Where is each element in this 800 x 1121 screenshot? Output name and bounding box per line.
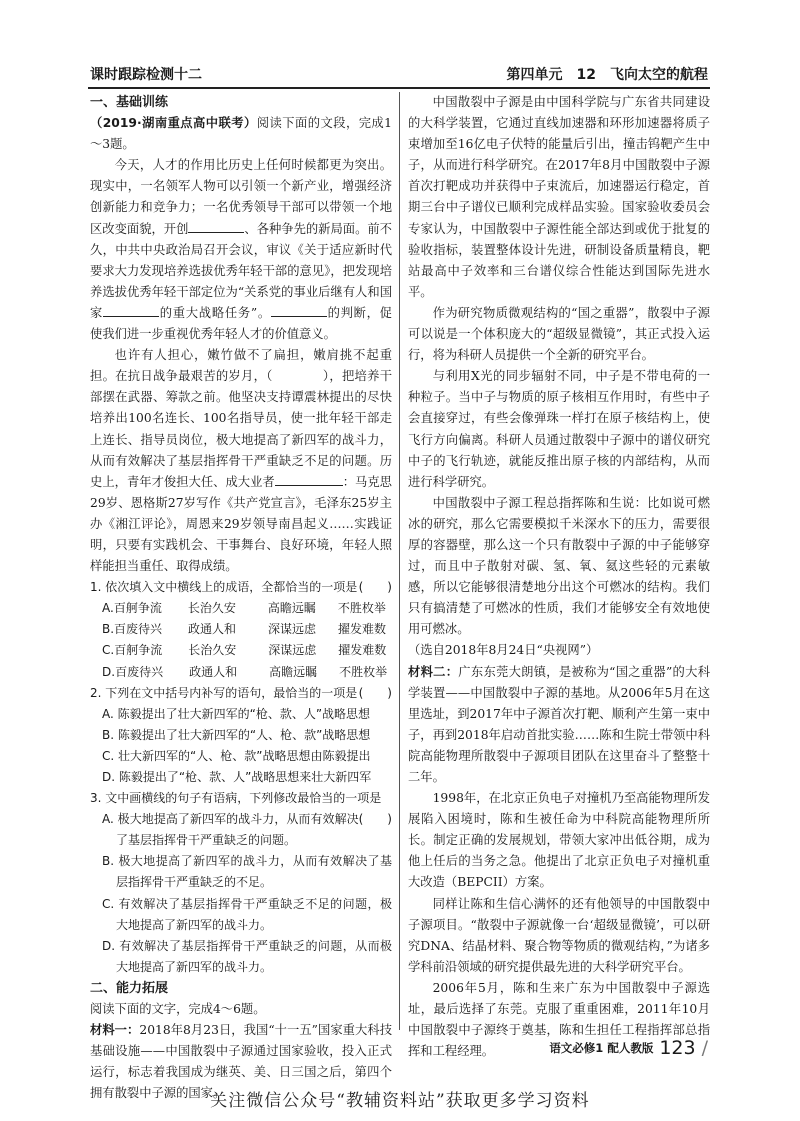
left-column <box>90 92 392 1105</box>
option-cell: 政通人和 <box>188 622 237 637</box>
option-cell: 百舸争流 <box>114 643 163 658</box>
option-cell: 百废待兴 <box>115 664 164 679</box>
option-d <box>90 662 392 683</box>
material2-text: 广东东莞大朗镇，是被称为“国之重器”的大科学装置——中国散裂中子源的基地。从2006年5月在这里选址，到2017年中子源首次打靶、顺利产生第一束中子，再到2018年启动首批实验……陈和生院士带领中科院高能物理所散裂中子源项目团队在这里奋斗了整整十二年。 <box>408 664 710 784</box>
answer-paren: ( ) <box>358 580 392 595</box>
page-number: 123 <box>659 1037 696 1059</box>
option-cell: 擢发难数 <box>338 643 387 658</box>
page-footer <box>549 1037 708 1059</box>
passage-text: 也许有人担心，嫩竹做不了扁担，嫩肩挑不起重担。在抗日战争最艰苦的岁月，（ ），把培养干部摆在武器、筹款之前。他坚决支持谭震林提出的尽快培养出100名连长、100名指导员，使一批年轻干部走上连长、指导员岗位，极大地提高了新四军的战斗力，从而有效解决了基层指挥骨干严重缺乏不足的问题。历史上，青年才俊担大任、成大业者 <box>90 348 392 489</box>
option-cell: 擢发难数 <box>338 622 387 637</box>
material1-paragraph: 作为研究物质微观结构的“国之重器”，散裂中子源可以说是一个体积庞大的“超级显微镜”，其正式投入运行，将为科研人员提供一个全新的研究平台。 <box>408 305 710 363</box>
source-citation: （选自2018年8月24日“央视网”） <box>408 643 599 658</box>
question-3 <box>90 788 392 978</box>
material2 <box>408 662 710 789</box>
passage-text: 的重大战略任务”。 <box>159 305 271 320</box>
intro-text: 阅读下面的文段，完成1～3题。 <box>90 116 393 152</box>
header-rule <box>88 87 710 89</box>
section2-title: 二、能力拓展 <box>90 980 169 996</box>
material2-paragraph: 1998年，在北京正负电子对撞机乃至高能物理所发展陷入困境时，陈和生被任命为中科院高能物理所所长。制定正确的发展规划，带领大家冲出低谷期，成为他上任后的当务之急。他提出了北京正负电子对撞机重大改造（BEPCII）方案。 <box>408 791 710 890</box>
option-cell: 高瞻远瞩 <box>267 601 316 616</box>
question-2 <box>90 683 392 788</box>
question-1 <box>90 577 392 682</box>
option-letter: C. <box>102 643 115 658</box>
material2-paragraph: 同样让陈和生信心满怀的还有他领导的中国散裂中子源项目。“散裂中子源就像一台‘超级显微镜’，可以研究DNA、结晶材料、聚合物等物质的微观结构，”为诸多学科前沿领域的研究提供最先进的大科学研究平台。 <box>408 896 710 974</box>
option-cell: 深谋远虑 <box>268 622 317 637</box>
option-letter: D. <box>102 664 116 679</box>
option-cell: 高瞻远瞩 <box>269 664 318 679</box>
option-cell: 不胜枚举 <box>339 664 388 679</box>
passage-paragraph-2 <box>90 345 392 577</box>
option-a: A. 极大地提高了新四军的战斗力，从而有效解决了基层指挥骨干严重缺乏的问题。 <box>102 812 359 848</box>
page-header <box>90 62 708 86</box>
option-cell: 政通人和 <box>189 664 238 679</box>
section1-title: 一、基础训练 <box>90 95 169 110</box>
question-stem: 1. 依次填入文中横线上的成语，全都恰当的一项是 <box>90 580 358 595</box>
material1-paragraph: 中国散裂中子源是由中国科学院与广东省共同建设的大科学装置，它通过直线加速器和环形加速器将质子束增加至16亿电子伏特的能量后引出，撞击钨靶产生中子，从而进行科学研究。在2017年8月中国散裂中子源首次打靶成功并获得中子束流后，加速器运行稳定，首期三台中子谱仪已顺利完成样品实验。国家验收委员会专家认为，中国散裂中子源性能全部达到或优于批复的验收指标，装置整体设计先进，研制设备质量精良，靶站最高中子效率和三台谱仪综合性能达到国际先进水平。 <box>408 95 710 299</box>
option-b: B. 极大地提高了新四军的战斗力，从而有效解决了基层指挥骨干严重缺乏的不足。 <box>102 854 392 890</box>
option-cell: 百废待兴 <box>114 622 163 637</box>
passage-text: ：马克思29岁、恩格斯27岁写作《共产党宣言》，毛泽东25岁主办《湘江评论》，周恩来29岁领导南昌起义……实践证明，只要有实践机会、干事舞台、良好环境，年轻人照样能担当重任、取得成绩。 <box>90 474 392 574</box>
answer-paren: ( ) <box>358 812 392 827</box>
header-left-title: 课时跟踪检测十二 <box>90 67 202 83</box>
option-letter: B. <box>102 622 115 637</box>
intro <box>90 113 392 155</box>
passage-text: 今天，人才的作用比历史上任何时候都更为突出。现实中，一名领军人物可以引领一个新产业，增强经济创新能力和竞争力；一名优秀领导干部可以带领一个地区改变面貌，开创 <box>90 158 392 236</box>
option-a: A. 陈毅提出了壮大新四军的“枪、款、人”战略思想 <box>102 706 371 721</box>
option-cell: 深谋远虑 <box>268 643 317 658</box>
option-letter: A. <box>102 601 114 616</box>
answer-blank <box>275 473 343 486</box>
column-divider <box>399 92 400 1030</box>
header-right-title: 第四单元 12 飞向太空的航程 <box>506 67 708 83</box>
passage-text: 的判断，促使我们进一步重视优秀年轻人才的价值意义。 <box>90 305 392 342</box>
option-d: D. 有效解决了基层指挥骨干严重缺乏的问题，从而极大地提高了新四军的战斗力。 <box>102 938 392 974</box>
answer-blank <box>103 304 159 317</box>
option-c <box>90 640 392 661</box>
right-column <box>408 92 710 1062</box>
question-stem: 2. 下列在文中括号内补写的语句，最恰当的一项是 <box>90 685 358 700</box>
material1-paragraph: 与利用X光的同步辐射不同，中子是不带电荷的一种粒子。当中子与物质的原子核相互作用时，有些中子会直接穿过，有些会像弹珠一样打在原子核结构上，使飞行方向偏离。科研人员通过散裂中子源中的谱仪研究中子的飞行轨迹，就能反推出原子核的内部结构，从而进行科学研究。 <box>408 369 710 489</box>
option-cell: 长治久安 <box>187 601 236 616</box>
option-c: C. 壮大新四军的“人、枪、款”战略思想由陈毅提出 <box>102 748 371 763</box>
intro-source: （2019·湖南重点高中联考） <box>90 116 257 131</box>
answer-blank <box>271 304 327 317</box>
material2-paragraph: 2006年5月，陈和生来广东为中国散裂中子源选址，最后选择了东莞。克服了重重困难，2011年10月中国散裂中子源终于奠基，陈和生担任工程指挥部总指挥和工程经理。 <box>408 980 710 1059</box>
book-edition-label: 语文必修1 配人教版 <box>549 1041 654 1055</box>
option-d: D. 陈毅提出了“枪、款、人”战略思想来壮大新四军 <box>102 770 372 784</box>
question-stem: 3. 文中画横线的句子有语病，下列修改最恰当的一项是 <box>90 791 382 806</box>
option-cell: 长治久安 <box>188 643 237 658</box>
watermark-text: 关注微信公众号“教辅资料站”获取更多学习资料 <box>210 1091 590 1111</box>
option-cell: 不胜枚举 <box>337 601 386 616</box>
material1-label: 材料一： <box>90 1023 140 1038</box>
option-c: C. 有效解决了基层指挥骨干严重缺乏不足的问题，极大地提高了新四军的战斗力。 <box>102 896 392 932</box>
passage-paragraph-1 <box>90 155 392 345</box>
passage-text: 、各种争先的新局面。前不久，中共中央政治局召开会议，审议《关于适应新时代要求大力发现培养选拔优秀年轻干部的意见》，把发现培养选拔优秀年轻干部定位为“关系党的事业后继有人和国家 <box>90 221 392 320</box>
option-cell: 百舸争流 <box>113 601 162 616</box>
answer-blank <box>188 220 244 233</box>
option-a <box>90 598 392 619</box>
material1-text: 2018年8月23日，我国“十一五”国家重大科技基础设施——中国散裂中子源通过国家验收，投入正式运行，标志着我国成为继英、美、日三国之后，第四个拥有散裂中子源的国家。 <box>90 1023 392 1101</box>
section2-intro: 阅读下面的文字，完成4～6题。 <box>90 1002 266 1017</box>
option-b <box>90 619 392 640</box>
material1-paragraph: 中国散裂中子源工程总指挥陈和生说：比如说可燃冰的研究，那么它需要模拟千米深水下的压力，需要很厚的容器壁，那么这一个只有散裂中子源的中子能够穿过，而且中子散射对碳、氢、氧、氦这些轻的元素敏感，所以它能够很清楚地分出这个可燃冰的结构。我们只有搞清楚了可燃冰的性质，我们才能够安全有效地使用可燃冰。 <box>408 495 710 637</box>
footer-slash: / <box>701 1037 708 1059</box>
answer-paren: ( ) <box>358 685 392 700</box>
material2-label: 材料二： <box>408 664 459 679</box>
option-b: B. 陈毅提出了壮大新四军的“人、枪、款”战略思想 <box>102 727 371 742</box>
